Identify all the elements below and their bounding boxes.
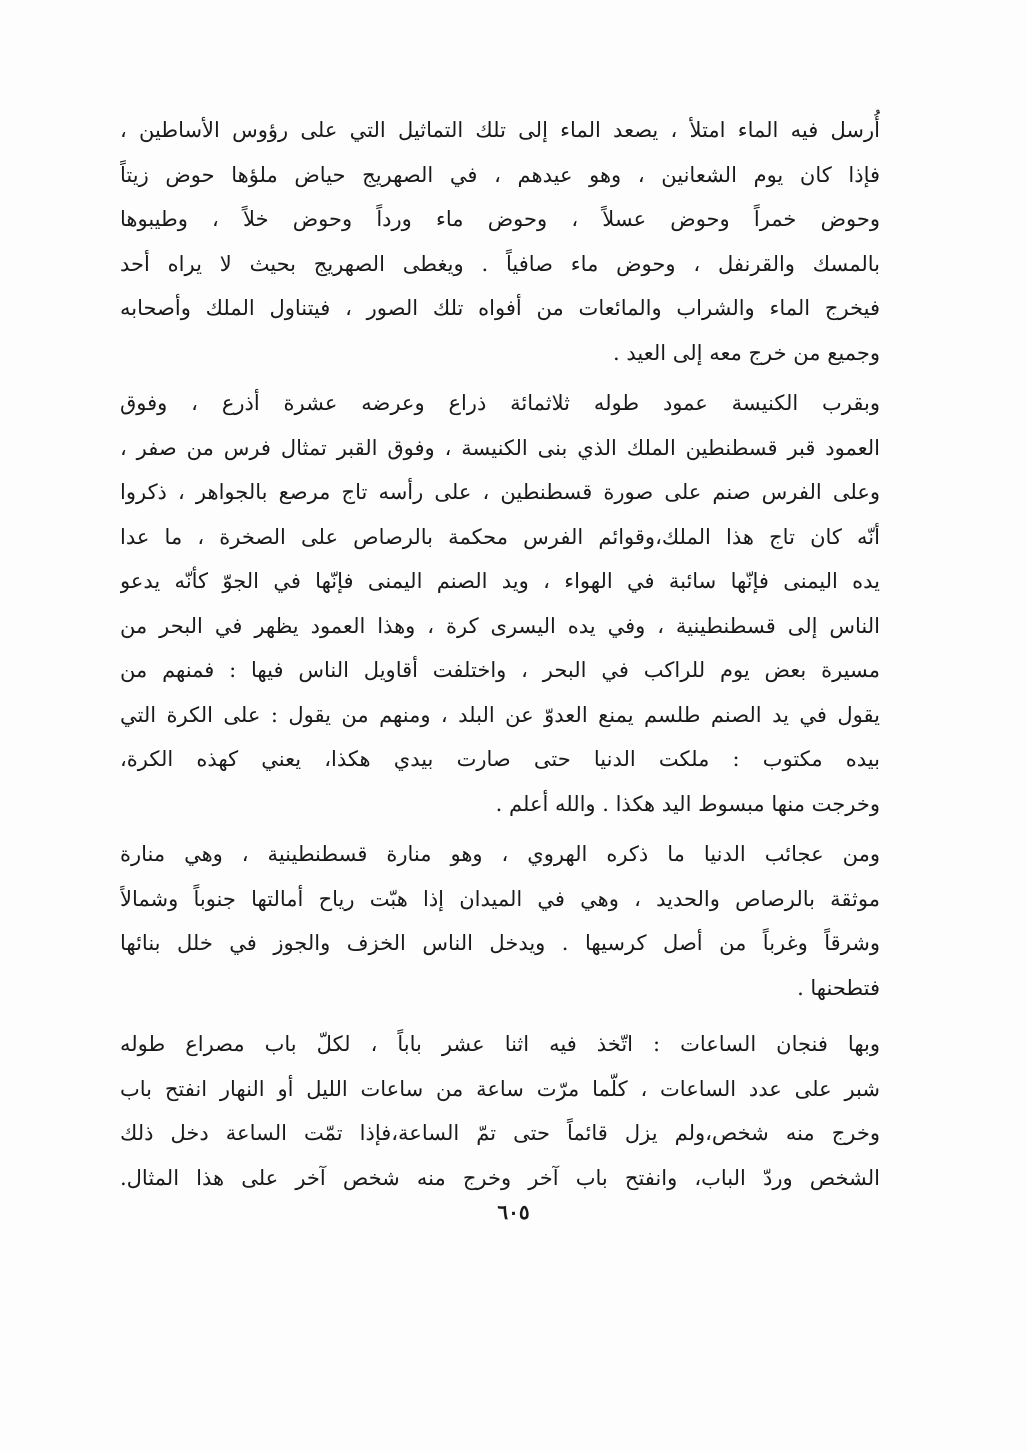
text-line: وبقرب الكنيسة عمود طوله ثلاثمائة ذراع وعرضه عشرة أذرع ، وفوق (120, 391, 880, 415)
text-line: شبر على عدد الساعات ، كلّما مرّت ساعة من ساعات الليل أو النهار انفتح باب (120, 1076, 880, 1101)
text-line: الناس إلى قسطنطينية ، وفي يده اليسرى كرة ، وهذا العمود يظهر في البحر من (120, 613, 880, 638)
paragraph-3 (120, 832, 880, 1010)
text-line: بالمسك والقرنفل ، وحوض ماء صافياً . ويغطى الصهريج بحيث لا يراه أحد (120, 251, 880, 276)
page-number: ٦٠٥ (497, 1200, 530, 1224)
text-line: فإذا كان يوم الشعانين ، وهو عيدهم ، في الصهريج حياض ملؤها حوض زيتاً (120, 162, 880, 187)
text-line: بيده مكتوب : ملكت الدنيا حتى صارت بيدي هكذا، يعني كهذه الكرة، (120, 747, 880, 771)
text-line: مسيرة بعض يوم للراكب في البحر ، واختلفت أقاويل الناس فيها : فمنهم من (120, 658, 880, 682)
text-line: فتطحنها . (797, 975, 880, 1000)
text-line: وعلى الفرس صنم على صورة قسطنطين ، على رأسه تاج مرصع بالجواهر ، ذكروا (120, 480, 880, 504)
text-line: وخرج منه شخص،ولم يزل قائماً حتى تمّ الساعة،فإذا تمّت الساعة دخل ذلك (120, 1121, 880, 1145)
text-line: موثقة بالرصاص والحديد ، وهي في الميدان إذا هبّت رياح أمالتها جنوباً وشمالاً (120, 886, 880, 911)
paragraph-1 (120, 108, 880, 375)
text-line: وبها فنجان الساعات : اتّخذ فيه اثنا عشر باباً ، لكلّ باب مصراع طوله (120, 1032, 880, 1056)
paragraph-4 (120, 1022, 880, 1200)
text-line: يده اليمنى فإنّها سائبة في الهواء ، ويد الصنم اليمنى فإنّها في الجوّ كأنّه يدعو (120, 569, 880, 593)
text-line: يقول في يد الصنم طلسم يمنع العدوّ عن البلد ، ومنهم من يقول : على الكرة التي (120, 702, 880, 727)
text-line: وجميع من خرج معه إلى العيد . (613, 340, 880, 365)
text-line: الشخص وردّ الباب، وانفتح باب آخر وخرج منه شخص آخر على هذا المثال. (120, 1165, 880, 1190)
text-line: أُرسل فيه الماء امتلأ ، يصعد الماء إلى تلك التماثيل التي على رؤوس الأساطين ، (120, 118, 880, 142)
text-line: أنّه كان تاج هذا الملك،وقوائم الفرس محكمة بالرصاص على الصخرة ، ما عدا (120, 524, 880, 549)
text-line: ومن عجائب الدنيا ما ذكره الهروي ، وهو منارة قسطنطينية ، وهي منارة (120, 842, 880, 866)
text-line: وحوض خمراً وحوض عسلاً ، وحوض ماء ورداً وحوض خلاً ، وطيبوها (120, 207, 880, 231)
paragraph-2 (120, 381, 880, 826)
text-line: وخرجت منها مبسوط اليد هكذا . والله أعلم . (495, 791, 880, 816)
body-text (120, 108, 880, 1200)
text-line: العمود قبر قسطنطين الملك الذي بنى الكنيسة ، وفوق القبر تمثال فرس من صفر ، (120, 435, 880, 460)
text-line: وشرقاً وغرباً من أصل كرسيها . ويدخل الناس الخزف والجوز في خلل بنائها (120, 931, 880, 955)
text-line: فيخرج الماء والشراب والمائعات من أفواه تلك الصور ، فيتناول الملك وأصحابه (120, 296, 880, 320)
